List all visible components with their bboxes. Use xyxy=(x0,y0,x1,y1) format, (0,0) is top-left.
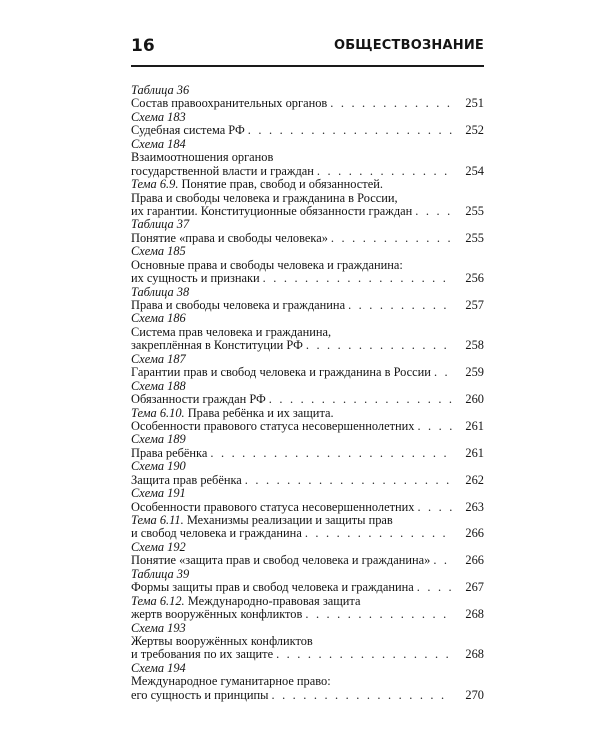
toc-entry-title: Обязанности граждан РФ xyxy=(131,392,266,407)
page-number: 16 xyxy=(131,36,155,56)
toc-item-title: Основные права и свободы человека и гражданина: xyxy=(131,257,403,272)
toc-topic-heading xyxy=(131,514,484,527)
toc-entry xyxy=(131,501,484,514)
toc-item-label: Схема 194 xyxy=(131,660,186,675)
toc-entry xyxy=(131,648,484,661)
toc-entry-title: Состав правоохранительных органов xyxy=(131,96,328,111)
toc-page-number: 268 xyxy=(465,607,484,622)
toc-entry xyxy=(131,447,484,460)
toc-topic-heading xyxy=(131,178,484,191)
toc-page-number: 256 xyxy=(465,271,484,286)
toc-entry-title: государственной власти и граждан xyxy=(131,163,314,178)
toc-item-label: Схема 188 xyxy=(131,378,186,393)
toc-entry xyxy=(131,339,484,352)
toc-item-label: Схема 183 xyxy=(131,109,186,124)
toc-item-label: Таблица 38 xyxy=(131,284,190,299)
toc-item-label: Схема 185 xyxy=(131,244,186,259)
topic-title: Права ребёнка и их защита. xyxy=(187,405,334,420)
toc-item-label: Схема 184 xyxy=(131,136,186,151)
dot-leader xyxy=(414,420,452,433)
toc-entry xyxy=(131,366,484,379)
toc-item-label: Схема 191 xyxy=(131,486,186,501)
toc-page-number: 263 xyxy=(465,499,484,514)
toc-item-label: Схема 192 xyxy=(131,539,186,554)
toc-item-label: Схема 187 xyxy=(131,351,186,366)
toc-entry-title: Особенности правового статуса несовершеннолетних xyxy=(131,499,415,514)
toc-entry-title: их гарантии. Конституционные обязанности граждан xyxy=(131,203,413,218)
topic-label: Тема 6.12. xyxy=(131,593,185,608)
toc-page-number: 261 xyxy=(465,418,484,433)
toc-page-number: 258 xyxy=(465,338,484,353)
toc-item-label: Таблица 37 xyxy=(131,217,190,232)
dot-leader xyxy=(242,474,452,487)
toc-item-label: Таблица 39 xyxy=(131,566,190,581)
toc-page-number: 261 xyxy=(465,445,484,460)
toc-entry-title: Понятие «права и свободы человека» xyxy=(131,230,328,245)
page-header xyxy=(131,36,484,64)
header-rule xyxy=(131,65,484,67)
dot-leader xyxy=(345,299,452,312)
toc-entry xyxy=(131,97,484,110)
toc-page-number: 255 xyxy=(465,230,484,245)
toc-entry xyxy=(131,608,484,621)
toc-entry-title: Судебная система РФ xyxy=(131,123,245,138)
toc-entry-title: и свобод человека и гражданина xyxy=(131,526,302,541)
toc-page-number: 259 xyxy=(465,365,484,380)
toc-entry xyxy=(131,393,484,406)
toc-entry-title: Понятие «защита прав и свобод человека и гражданина» xyxy=(131,553,431,568)
dot-leader xyxy=(260,272,452,285)
dot-leader xyxy=(207,447,452,460)
toc-page-number: 251 xyxy=(465,96,484,111)
toc-entry xyxy=(131,205,484,218)
toc-item-label: Схема 190 xyxy=(131,459,186,474)
running-title: ОБЩЕСТВОЗНАНИЕ xyxy=(333,38,484,53)
toc-page-number: 266 xyxy=(465,526,484,541)
toc-item-title: Взаимоотношения органов xyxy=(131,150,274,165)
toc-entry-title: Права ребёнка xyxy=(131,445,208,460)
topic-label: Тема 6.9. xyxy=(131,177,179,192)
topic-title: Международно-правовая защита xyxy=(187,593,361,608)
toc-entry-title: Гарантии прав и свобод человека и гражданина в России xyxy=(131,365,431,380)
toc-entry xyxy=(131,689,484,702)
toc-entry xyxy=(131,474,484,487)
topic-title: Механизмы реализации и защиты прав xyxy=(186,513,393,527)
toc-page-number: 262 xyxy=(465,472,484,487)
toc-page-number: 254 xyxy=(465,163,484,178)
toc-item-label: Схема 189 xyxy=(131,432,186,447)
toc-page-number: 270 xyxy=(465,687,484,702)
toc-entry xyxy=(131,124,484,137)
toc-entry-title: и требования по их защите xyxy=(131,647,274,662)
toc-item-label: Схема 186 xyxy=(131,311,186,326)
dot-leader xyxy=(273,648,452,661)
topic-title: Понятие прав, свобод и обязанностей. xyxy=(181,177,383,192)
topic-label: Тема 6.11. xyxy=(131,513,184,527)
toc-entry xyxy=(131,420,484,433)
toc-entry xyxy=(131,527,484,540)
toc-item-title: Международное гуманитарное право: xyxy=(131,674,331,689)
toc-item-label: Схема 193 xyxy=(131,620,186,635)
dot-leader xyxy=(268,689,452,702)
toc-entry-title: Права и свободы человека и гражданина xyxy=(131,298,346,312)
toc-entry xyxy=(131,165,484,178)
dot-leader xyxy=(431,366,452,379)
toc-entry-title: его сущность и принципы xyxy=(131,687,269,702)
toc-entry-title: жертв вооружённых конфликтов xyxy=(131,607,303,622)
toc-entry xyxy=(131,299,484,312)
dot-leader xyxy=(327,97,452,110)
toc-entry-title: закреплённая в Конституции РФ xyxy=(131,338,303,353)
toc-page-number: 257 xyxy=(465,298,484,312)
toc-item-title: Жертвы вооружённых конфликтов xyxy=(131,633,313,648)
toc-entry xyxy=(131,272,484,285)
toc-entry-title: их сущность и признаки xyxy=(131,271,260,286)
dot-leader xyxy=(314,165,452,178)
toc-page-number: 252 xyxy=(465,123,484,138)
dot-leader xyxy=(266,393,452,406)
toc-entry-title: Формы защиты прав и свобод человека и гражданина xyxy=(131,580,414,595)
toc-entry-title: Защита прав ребёнка xyxy=(131,472,242,487)
dot-leader xyxy=(412,205,452,218)
toc-page-number: 255 xyxy=(465,203,484,218)
toc-entry xyxy=(131,554,484,567)
dot-leader xyxy=(302,608,452,621)
dot-leader xyxy=(303,339,452,352)
toc-page-number: 260 xyxy=(465,392,484,407)
topic-label: Тема 6.10. xyxy=(131,405,185,420)
toc-page-number: 268 xyxy=(465,647,484,662)
toc-entry xyxy=(131,581,484,594)
toc-item-label: Таблица 36 xyxy=(131,83,190,97)
dot-leader xyxy=(245,124,452,137)
dot-leader xyxy=(328,232,452,245)
toc-page-number: 266 xyxy=(465,553,484,568)
toc-topic-heading xyxy=(131,407,484,420)
toc-page-number: 267 xyxy=(465,580,484,595)
toc-topic-heading xyxy=(131,595,484,608)
dot-leader xyxy=(302,527,452,540)
dot-leader xyxy=(430,554,452,567)
table-of-contents xyxy=(131,84,484,702)
toc-item-title: Права и свободы человека и гражданина в России, xyxy=(131,190,398,205)
toc-item-title: Система прав человека и гражданина, xyxy=(131,324,332,339)
dot-leader xyxy=(414,581,452,594)
dot-leader xyxy=(414,501,452,514)
toc-entry xyxy=(131,232,484,245)
toc-entry-title: Особенности правового статуса несовершеннолетних xyxy=(131,418,415,433)
